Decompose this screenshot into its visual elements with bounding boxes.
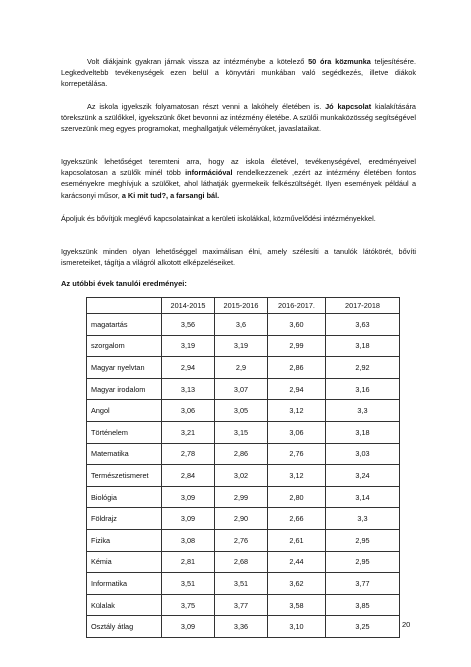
grade-cell: 3,60 bbox=[268, 314, 326, 336]
grade-cell: 2,86 bbox=[215, 443, 268, 465]
header-cell: 2016-2017. bbox=[268, 298, 326, 314]
grade-cell: 3,02 bbox=[215, 465, 268, 487]
grade-cell: 3,09 bbox=[162, 508, 215, 530]
grade-cell: 2,80 bbox=[268, 486, 326, 508]
grade-cell: 3,06 bbox=[162, 400, 215, 422]
subject-cell: magatartás bbox=[87, 314, 162, 336]
paragraph-opportunities: Igyekszünk minden olyan lehetőséggel maximálisan élni, amely szélesíti a tanulók látókörét, bővíti ismereteiket, tágítja a világról alkotott elképzeléseiket. bbox=[61, 247, 416, 268]
grade-cell: 3,19 bbox=[162, 335, 215, 357]
grade-cell: 3,19 bbox=[215, 335, 268, 357]
header-cell: 2017-2018 bbox=[326, 298, 400, 314]
table-row bbox=[87, 529, 400, 551]
grade-cell: 3,25 bbox=[326, 616, 400, 638]
grade-cell: 3,16 bbox=[326, 378, 400, 400]
results-heading: Az utóbbi évek tanulói eredményei: bbox=[61, 279, 187, 288]
subject-cell: Külalak bbox=[87, 594, 162, 616]
grade-cell: 2,61 bbox=[268, 529, 326, 551]
table-row bbox=[87, 421, 400, 443]
subject-cell: Történelem bbox=[87, 421, 162, 443]
grade-cell: 2,66 bbox=[268, 508, 326, 530]
grade-cell: 2,90 bbox=[215, 508, 268, 530]
table-row bbox=[87, 335, 400, 357]
grade-cell: 3,21 bbox=[162, 421, 215, 443]
grade-cell: 3,85 bbox=[326, 594, 400, 616]
grade-cell: 2,99 bbox=[215, 486, 268, 508]
grade-cell: 2,9 bbox=[215, 357, 268, 379]
header-cell: 2014-2015 bbox=[162, 298, 215, 314]
grade-cell: 2,84 bbox=[162, 465, 215, 487]
results-table bbox=[86, 297, 400, 638]
grade-cell: 3,10 bbox=[268, 616, 326, 638]
grade-cell: 3,51 bbox=[162, 573, 215, 595]
subject-cell: Osztály átlag bbox=[87, 616, 162, 638]
grade-cell: 3,05 bbox=[215, 400, 268, 422]
table-row bbox=[87, 486, 400, 508]
grade-cell: 3,24 bbox=[326, 465, 400, 487]
subject-cell: Fizika bbox=[87, 529, 162, 551]
table-row bbox=[87, 616, 400, 638]
grade-cell: 3,09 bbox=[162, 486, 215, 508]
grade-cell: 3,12 bbox=[268, 465, 326, 487]
table-row bbox=[87, 443, 400, 465]
table-row bbox=[87, 551, 400, 573]
subject-cell: Természetismeret bbox=[87, 465, 162, 487]
grade-cell: 3,13 bbox=[162, 378, 215, 400]
paragraph-parent-relations: Az iskola igyekszik folyamatosan részt venni a lakóhely életében is. Jó kapcsolat kialakítására törekszünk a szülőkkel, igyekszünk őket bevonni az intézmény életébe. A szülői munkaközösség segítségével szervezünk meg egyes programokat, meghallgatjuk véleményüket, javaslataikat. bbox=[61, 102, 416, 134]
grade-cell: 2,76 bbox=[215, 529, 268, 551]
grade-cell: 3,08 bbox=[162, 529, 215, 551]
subject-cell: Földrajz bbox=[87, 508, 162, 530]
grade-cell: 2,94 bbox=[162, 357, 215, 379]
grade-cell: 3,36 bbox=[215, 616, 268, 638]
grade-cell: 3,77 bbox=[326, 573, 400, 595]
grade-cell: 2,95 bbox=[326, 551, 400, 573]
grade-cell: 2,94 bbox=[268, 378, 326, 400]
grade-cell: 3,15 bbox=[215, 421, 268, 443]
grade-cell: 3,12 bbox=[268, 400, 326, 422]
table-row bbox=[87, 400, 400, 422]
subject-cell: Magyar nyelvtan bbox=[87, 357, 162, 379]
table-row bbox=[87, 508, 400, 530]
subject-cell: szorgalom bbox=[87, 335, 162, 357]
table-row bbox=[87, 465, 400, 487]
grade-cell: 3,63 bbox=[326, 314, 400, 336]
grade-cell: 3,51 bbox=[215, 573, 268, 595]
grade-cell: 3,58 bbox=[268, 594, 326, 616]
grade-cell: 3,3 bbox=[326, 508, 400, 530]
subject-cell: Informatika bbox=[87, 573, 162, 595]
subject-cell: Biológia bbox=[87, 486, 162, 508]
header-cell: 2015-2016 bbox=[215, 298, 268, 314]
grade-cell: 2,68 bbox=[215, 551, 268, 573]
grade-cell: 2,81 bbox=[162, 551, 215, 573]
table-row bbox=[87, 594, 400, 616]
grade-cell: 3,07 bbox=[215, 378, 268, 400]
grade-cell: 2,76 bbox=[268, 443, 326, 465]
subject-cell: Angol bbox=[87, 400, 162, 422]
grade-cell: 3,18 bbox=[326, 421, 400, 443]
subject-cell: Kémia bbox=[87, 551, 162, 573]
grade-cell: 3,14 bbox=[326, 486, 400, 508]
grade-cell: 2,99 bbox=[268, 335, 326, 357]
grade-cell: 2,95 bbox=[326, 529, 400, 551]
grade-cell: 3,18 bbox=[326, 335, 400, 357]
grade-cell: 2,92 bbox=[326, 357, 400, 379]
grade-cell: 3,3 bbox=[326, 400, 400, 422]
grade-cell: 2,78 bbox=[162, 443, 215, 465]
subject-cell: Magyar irodalom bbox=[87, 378, 162, 400]
grade-cell: 3,6 bbox=[215, 314, 268, 336]
grade-cell: 3,56 bbox=[162, 314, 215, 336]
grade-cell: 3,09 bbox=[162, 616, 215, 638]
header-cell bbox=[87, 298, 162, 314]
grade-cell: 3,75 bbox=[162, 594, 215, 616]
page-number: 20 bbox=[402, 620, 411, 629]
grade-cell: 3,03 bbox=[326, 443, 400, 465]
paragraph-community-service: Volt diákjaink gyakran járnak vissza az intézménybe a kötelező 50 óra közmunka teljesítésére. Legkedveltebb tevékenységek ezen belül a könyvtári munkában való segédkezés, illetve diákok korrepetálása. bbox=[61, 57, 416, 89]
grade-cell: 2,44 bbox=[268, 551, 326, 573]
table-row bbox=[87, 357, 400, 379]
table-header-row bbox=[87, 298, 400, 314]
table-row bbox=[87, 573, 400, 595]
grade-cell: 3,62 bbox=[268, 573, 326, 595]
grade-cell: 2,86 bbox=[268, 357, 326, 379]
paragraph-school-relations: Ápoljuk és bővítjük meglévő kapcsolatainkat a kerületi iskolákkal, közművelődési intézményekkel. bbox=[61, 214, 376, 223]
grade-cell: 3,77 bbox=[215, 594, 268, 616]
table-row bbox=[87, 378, 400, 400]
table-row bbox=[87, 314, 400, 336]
grade-cell: 3,06 bbox=[268, 421, 326, 443]
subject-cell: Matematika bbox=[87, 443, 162, 465]
paragraph-parent-information: Igyekszünk lehetőséget teremteni arra, hogy az iskola életével, tevékenységével, eredményeivel kapcsolatosan a szülők minél több információval rendelkezzenek ,ezért az intézmény életében fontos eseményekre meghívjuk a szülőket, ahol láthatják gyermekeik felkészültségét. Ilyen események például a karácsonyi műsor, a Ki mit tud?, a farsangi bál. bbox=[61, 157, 416, 200]
